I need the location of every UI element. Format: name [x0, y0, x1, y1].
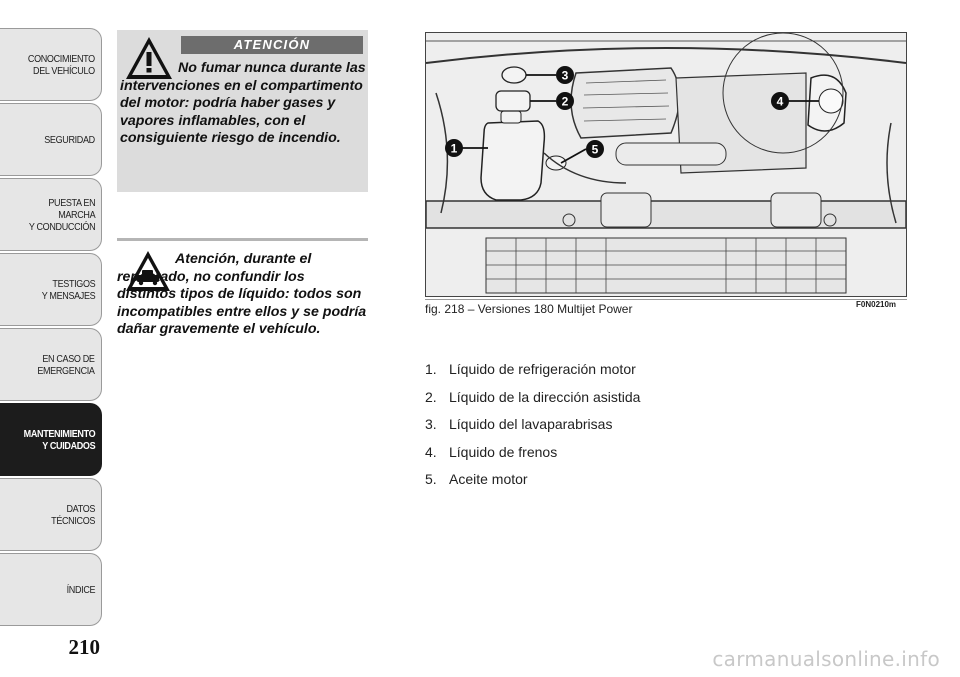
legend-number: 5.	[425, 471, 437, 487]
figure-legend	[425, 356, 640, 494]
figure-rule	[425, 299, 907, 300]
callout-1	[445, 139, 463, 157]
tab-testigos[interactable]	[0, 253, 102, 326]
page-number: 210	[68, 635, 100, 659]
tab-mantenimiento[interactable]	[0, 403, 102, 476]
svg-text:1: 1	[450, 141, 458, 156]
svg-text:5: 5	[591, 142, 599, 157]
warning-fluids-text: Atención, durante el repostado, no confundir los distintos tipos de líquido: todos son incompatibles entre ellos y se podría dañar gravemente el vehículo.	[117, 251, 367, 337]
tab-seguridad[interactable]	[0, 103, 102, 176]
svg-text:4: 4	[776, 94, 784, 109]
legend-item	[425, 439, 640, 467]
warning-fire-box	[117, 30, 368, 192]
tab-label: PUESTA EN MARCHA Y CONDUCCIÓN	[28, 196, 95, 233]
warning-fire-text: No fumar nunca durante las intervenciones en el compartimento del motor: podría haber gases y vapores inflamables, con el consiguiente riesgo de incendio.	[120, 60, 366, 146]
tab-label: SEGURIDAD	[44, 133, 95, 146]
chapter-tabs	[0, 28, 102, 628]
legend-text: Líquido de frenos	[449, 443, 558, 460]
warning-fluids-box	[117, 238, 368, 361]
svg-text:2: 2	[561, 94, 569, 109]
callout-3	[556, 66, 574, 84]
callout-2	[556, 92, 574, 110]
legend-number: 1.	[425, 361, 437, 377]
tab-emergencia[interactable]	[0, 328, 102, 401]
tab-datos-tecnicos[interactable]	[0, 478, 102, 551]
tab-label: MANTENIMIENTO Y CUIDADOS	[23, 427, 95, 452]
legend-item	[425, 356, 640, 384]
legend-text: Aceite motor	[449, 471, 528, 487]
tab-indice[interactable]	[0, 553, 102, 626]
svg-text:3: 3	[561, 68, 569, 83]
legend-number: 3.	[425, 416, 437, 432]
tab-label: EN CASO DE EMERGENCIA	[37, 352, 95, 377]
tab-puesta-en-marcha[interactable]	[0, 178, 102, 251]
figure-code: F0N0210m	[856, 300, 897, 309]
engine-compartment-figure	[425, 32, 907, 297]
tab-conocimiento[interactable]	[0, 28, 102, 101]
tab-label: ÍNDICE	[66, 583, 95, 596]
tab-label: TESTIGOS Y MENSAJES	[41, 277, 95, 302]
callout-5	[586, 140, 604, 158]
engine-illustration	[426, 33, 906, 296]
legend-number: 4.	[425, 443, 437, 460]
figure-caption: fig. 218 – Versiones 180 Multijet Power	[425, 302, 633, 316]
legend-item	[425, 466, 640, 494]
legend-text: Líquido del lavaparabrisas	[449, 416, 613, 432]
legend-text: Líquido de la dirección asistida	[449, 388, 641, 405]
tab-label: CONOCIMIENTO DEL VEHÍCULO	[28, 52, 95, 77]
legend-text: Líquido de refrigeración motor	[449, 361, 636, 377]
legend-number: 2.	[425, 388, 437, 405]
tab-label: DATOS TÉCNICOS	[51, 502, 95, 527]
warning-header: ATENCIÓN	[181, 36, 363, 54]
watermark: carmanualsonline.info	[712, 647, 940, 671]
callout-4	[771, 92, 789, 110]
legend-item	[425, 384, 640, 412]
legend-item	[425, 411, 640, 439]
